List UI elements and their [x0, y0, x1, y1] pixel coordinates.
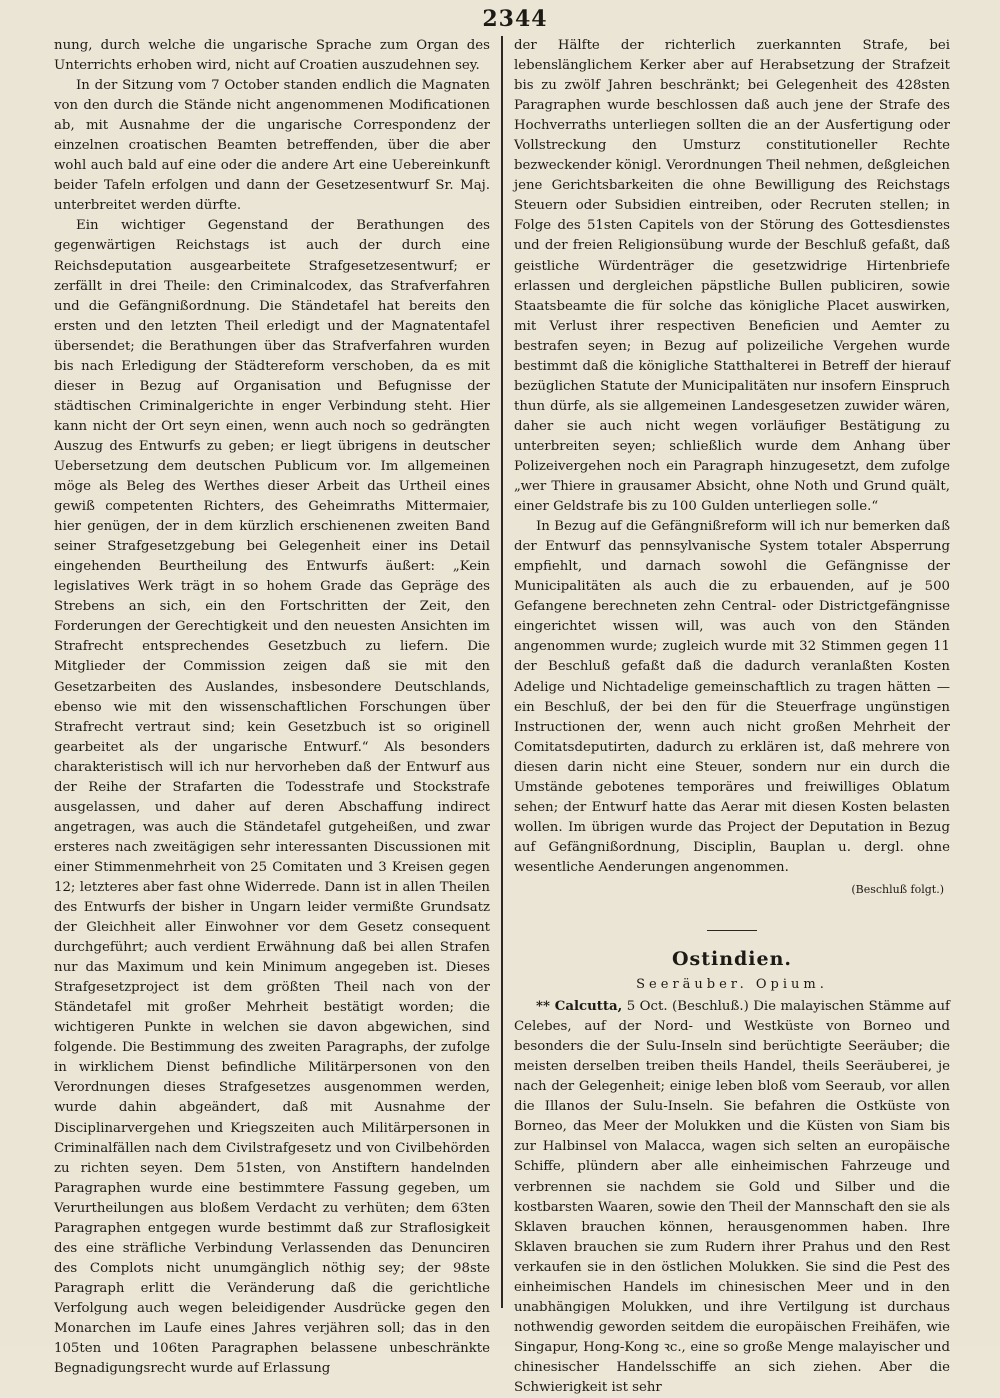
section-divider	[707, 930, 757, 931]
left-column	[54, 36, 490, 1379]
section-subheading: Seeräuber. Opium.	[636, 977, 828, 993]
right-paragraph-2: In Bezug auf die Gefängnißreform will ich nur bemerken daß der Entwurf das pennsylvanische System totaler Absperrung empfiehlt, und darnach sowohl die Gefängnisse der Municipalitäten als auch die zu erbauenden, auf je 500 Gefangene berechneten zehn Central- oder Districtgefängnisse eingerichtet wissen will, was auch von den Ständen angenommen wurde; zugleich wurde mit 32 Stimmen gegen 11 der Beschluß gefaßt daß die dadurch veranlaßten Kosten Adelige und Nichtadelige gemeinschaftlich zu tragen hätten — ein Beschluß, der bei den für die Steuerfrage ungünstigen Instructionen der, wenn auch nicht großen Mehrheit der Comitatsdeputirten, dadurch zu erklären ist, daß mehrere von diesen darin nicht eine Steuer, sondern nur ein durch die Umstände gebotenes temporäres und freiwilliges Oblatum sehen; der Entwurf hatte das Aerar mit diesen Kosten belasten wollen. Im übrigen wurde das Project der Deputation in Bezug auf Gefängnißordnung, Disciplin, Bauplan u. dergl. ohne wesentliche Aenderungen angenommen.	[514, 519, 950, 875]
right-column	[514, 36, 950, 1398]
left-paragraph-3: Ein wichtiger Gegenstand der Berathungen des gegenwärtigen Reichstags ist auch der durch eine Reichsdeputation ausgearbeitete Strafgesetzesentwurf; er zerfällt in drei Theile: den Criminalcodex, das Strafverfahren und die Gefängnißordnung. Die Ständetafel hat bereits den ersten und den letzten Theil erledigt und der Magnatentafel übersendet; die Berathungen über das Strafverfahren wurden bis nach Erledigung der Städtereform verschoben, da es mit dieser in Bezug auf Organisation und Befugnisse der städtischen Criminalgerichte in enger Verbindung steht. Hier kann nicht der Ort seyn einen, wenn auch noch so gedrängten Auszug des Entwurfs zu geben; er liegt übrigens in deutscher Uebersetzung dem deutschen Publicum vor. Im allgemeinen möge als Beleg des Werthes dieser Arbeit das Urtheil eines gewiß competenten Richters, des Geheimraths Mittermaier, hier genügen, der in dem kürzlich erschienenen zweiten Band seiner Strafgesetzgebung bei Gelegenheit einer ins Detail eingehenden Beurtheilung des Entwurfs äußert: „Kein legislatives Werk trägt in so hohem Grade das Gepräge des Strebens an sich, ein den Fortschritten der Zeit, den Forderungen der Gerechtigkeit und den neuesten Ansichten im Strafrecht entsprechendes Gesetzbuch zu liefern. Die Mitglieder der Commission zeigen daß sie mit den Gesetzarbeiten des Auslandes, insbesondere Deutschlands, ebenso wie mit den wissenschaftlichen Forschungen über Strafrecht vertraut sind; kein Gesetzbuch ist so originell gearbeitet als der ungarische Entwurf.“ Als besonders charakteristisch will ich nur hervorheben daß der Entwurf aus der Reihe der Strafarten die Todesstrafe und Stockstrafe ausgelassen, und daher auf deren Abschaffung indirect angetragen, was auch die Ständetafel gutgeheißen, und zwar ersteres nach zweitägigen sehr interessanten Discussionen mit einer Stimmenmehrheit von 25 Comitaten und 3 Kreisen gegen 12; letzteres aber fast ohne Widerrede. Dann ist in allen Theilen des Entwurfs der bisher in Ungarn leider vermißte Grundsatz der Gleichheit aller Einwohner vor dem Gesetz consequent durchgeführt; auch verdient Erwähnung daß bei allen Strafen nur das Maximum und kein Minimum angegeben ist. Dieses Strafgesetzproject ist dem größten Theil nach von der Ständetafel mit großer Mehrheit bestätigt worden; die wichtigeren Punkte in welchen sie davon abgewichen, sind folgende. Die Bestimmung des zweiten Paragraphs, der zufolge in wirklichem Dienst befindliche Militärpersonen von den Verordnungen dieses Strafgesetzes ausgenommen werden, wurde dahin abgeändert, daß mit Ausnahme der Disciplinarvergehen und Kriegszeiten auch Militärpersonen in Criminalfällen nach dem Civilstrafgesetz und von Civilbehörden zu richten seyen. Dem 51sten, von Anstiftern handelnden Paragraphen wurde eine bestimmtere Fassung gegeben, um Verurtheilungen aus bloßem Verdacht zu verhüten; dem 63ten Paragraphen entgegen wurde bestimmt daß zur Straflosigkeit des eine sträfliche Verbindung Verlassenden das Denunciren des Complots nicht unumgänglich nöthig sey; der 98ste Paragraph erlitt die Veränderung daß die gerichtliche Verfolgung auch wegen beleidigender Ausdrücke gegen den Monarchen im Laufe eines Jahres verjähren soll; das in den 105ten und 106ten Paragraphen belassene unbeschränkte Begnadigungsrecht wurde auf Erlassung	[54, 218, 490, 1377]
column-divider	[501, 36, 503, 1308]
right-paragraph-1: der Hälfte der richterlich zuerkannten Strafe, bei lebenslänglichem Kerker aber auf Herabsetzung der Strafzeit bis zu zwölf Jahren beschränkt; bei Gelegenheit des 428sten Paragraphen wurde beschlossen daß auch jene der Strafe des Hochverraths unterliegen sollten die an der Ausfertigung oder Vollstreckung den Umsturz constitutioneller Rechte bezweckender königl. Verordnungen Theil nehmen, deßgleichen jene Gerichtsbarkeiten die ohne Bewilligung des Reichstags Steuern oder Subsidien eintreiben, oder Recruten stellen; in Folge des 51sten Capitels von der Störung des Gottesdienstes und der freien Religionsübung wurde der Beschluß gefaßt, daß geistliche Würdenträger die gesetzwidrige Hirtenbriefe erlassen und dergleichen päpstliche Bullen publiciren, sowie Staatsbeamte die für solche das königliche Placet auswirken, mit Verlust ihrer respectiven Beneficien und Aemter zu bestrafen seyen; in Bezug auf polizeiliche Vergehen wurde bestimmt daß die königliche Statthalterei in Betreff der hierauf bezüglichen Statute der Municipalitäten nur insofern Einspruch thun dürfe, als sie allgemeinen Landesgesetzen zuwider wären, daher sie auch nicht wegen vorläufiger Bestätigung zu unterbreiten seyen; schließlich wurde dem Anhang über Polizeivergehen noch ein Paragraph hinzugesetzt, dem zufolge „wer Thiere in grausamer Absicht, ohne Noth und Grund quält, einer Geldstrafe bis zu 100 Gulden unterliegen solle.“	[514, 38, 950, 515]
section-body: 5 Oct. (Beschluß.) Die malayischen Stämme auf Celebes, auf der Nord- und Westküste von Borneo und besonders die der Sulu-Inseln sind berüchtigte Seeräuber; die meisten derselben treiben theils Handel, theils Seeräuberei, je nach der Gelegenheit; einige leben bloß vom Seeraub, vor allen die Illanos der Sulu-Inseln. Sie befahren die Ostküste von Borneo, das Meer der Molukken und die Küsten von Siam bis zur Halbinsel von Malacca, wagen sich selten an europäische Schiffe, plündern aber alle einheimischen Fahrzeuge und verbrennen sie nachdem sie Gold und Silber und die kostbarsten Waaren, sowie den Theil der Mannschaft den sie als Sklaven brauchen können, herausgenommen haben. Ihre Sklaven brauchen sie zum Rudern ihrer Prahus und den Rest verkaufen sie in den östlichen Molukken. Sie sind die Pest des einheimischen Handels im chinesischen Meer und in den unabhängigen Molukken, und ihre Vertilgung ist durchaus nothwendig geworden seitdem die europäischen Freihäfen, wie Singapur, Hong-Kong ꝛc., eine so große Menge malayischer und chinesischer Handelsschiffe an sich ziehen. Aber die Schwierigkeit ist sehr	[514, 999, 950, 1395]
dateline: ** Calcutta,	[536, 999, 623, 1015]
page-number: 2344	[482, 6, 548, 32]
section-heading: Ostindien.	[671, 948, 793, 971]
continuation-note: (Beschluß folgt.)	[851, 882, 944, 896]
left-paragraph-1: nung, durch welche die ungarische Sprache zum Organ des Unterrichts erhoben wird, nicht auf Croatien auszudehnen sey.	[54, 38, 490, 74]
section-paragraph	[514, 997, 950, 1398]
left-paragraph-2: In der Sitzung vom 7 October standen endlich die Magnaten von den durch die Stände nicht angenommenen Modificationen ab, mit Ausnahme der die ungarische Correspondenz der einzelnen croatischen Beamten betreffenden, über die aber wohl auch bald auf eine oder die andere Art eine Uebereinkunft beider Tafeln erfolgen und dann der Gesetzesentwurf Sr. Maj. unterbreitet werden dürfte.	[54, 78, 490, 214]
